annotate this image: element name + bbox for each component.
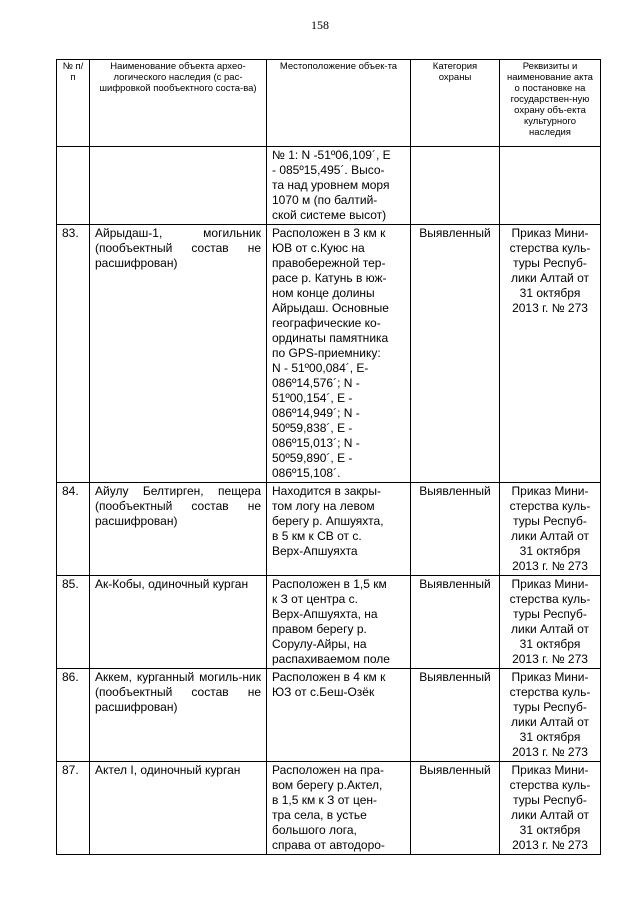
requisites-line: лики Алтай от — [511, 622, 589, 636]
location-line: № 1: N -51º06,109´, E — [272, 148, 391, 162]
location-line: 50º59,890´, E - — [272, 451, 353, 465]
heritage-registry-table — [56, 59, 601, 855]
header-name: Наименование объекта архео-логического наследия (с рас-шифровкой пообъектного соста-ва) — [90, 60, 267, 147]
cell-requisites — [500, 483, 601, 576]
location-line: та над уровнем моря — [272, 178, 390, 192]
requisites-line: стерства куль- — [509, 241, 591, 255]
table-row — [57, 483, 601, 576]
location-line: правобережной тер- — [272, 256, 386, 270]
location-line: справа от автодоро- — [272, 838, 385, 852]
location-line: том логу на левом — [272, 499, 375, 513]
cell-category: Выявленный — [411, 225, 500, 483]
cell-requisites — [500, 576, 601, 669]
location-line: ординаты памятника — [272, 331, 389, 345]
location-line: Сорулу-Айры, на — [272, 637, 367, 651]
table-row — [57, 576, 601, 669]
cell-category: Выявленный — [411, 762, 500, 855]
requisites-line: 31 октября — [519, 286, 581, 300]
location-line: в 1,5 км к З от цен- — [272, 793, 377, 807]
location-line: Расположен в 4 км к — [272, 670, 386, 684]
location-line: распахиваемом поле — [272, 652, 390, 666]
location-line: к З от центра с. — [272, 592, 358, 606]
requisites-line: лики Алтай от — [511, 715, 589, 729]
location-line: ЮВ от с.Куюс на — [272, 241, 365, 255]
cell-num: 83. — [57, 225, 90, 483]
cell-name — [90, 147, 267, 225]
requisites-line: Приказ Мини- — [511, 577, 589, 591]
cell-location — [267, 669, 411, 762]
location-line: 51º00,154´, E - — [272, 391, 353, 405]
location-line: большого лога, — [272, 823, 357, 837]
location-line: правом берегу р. — [272, 622, 367, 636]
cell-category: Выявленный — [411, 576, 500, 669]
requisites-line: лики Алтай от — [511, 529, 589, 543]
cell-requisites — [500, 147, 601, 225]
location-line: Айрыдаш. Основные — [272, 301, 389, 315]
requisites-line: 2013 г. № 273 — [512, 745, 588, 759]
cell-category: Выявленный — [411, 669, 500, 762]
cell-num: 87. — [57, 762, 90, 855]
cell-requisites — [500, 762, 601, 855]
location-line: N - 51º00,084´, E- — [272, 361, 369, 375]
requisites-line: 2013 г. № 273 — [512, 838, 588, 852]
location-line: 086º14,576´; N - — [272, 376, 360, 390]
table-row-continuation — [57, 147, 601, 225]
requisites-line: Приказ Мини- — [511, 763, 589, 777]
cell-location — [267, 762, 411, 855]
location-line: Расположен на пра- — [272, 763, 385, 777]
cell-num: 84. — [57, 483, 90, 576]
location-line: Находится в закры- — [272, 484, 381, 498]
cell-name: Айулу Белтирген, пещера (пообъектный состав не расшифрован) — [90, 483, 267, 576]
location-line: - 085º15,495´. Высо- — [272, 163, 385, 177]
requisites-line: лики Алтай от — [511, 271, 589, 285]
location-line: 1070 м (по балтий- — [272, 193, 378, 207]
cell-num: 85. — [57, 576, 90, 669]
header-requisites: Реквизиты и наименование акта о постановке на государствен-ную охрану объ-екта культурного наследия — [500, 60, 601, 147]
page-number: 158 — [311, 18, 329, 32]
table-row — [57, 669, 601, 762]
requisites-line: Приказ Мини- — [511, 670, 589, 684]
location-line: расе р. Катунь в юж- — [272, 271, 387, 285]
table-row — [57, 762, 601, 855]
requisites-line: 2013 г. № 273 — [512, 652, 588, 666]
requisites-line: 2013 г. № 273 — [512, 559, 588, 573]
header-category: Категория охраны — [411, 60, 500, 147]
location-line: 086º14,949´; N - — [272, 406, 360, 420]
cell-name: Актел I, одиночный курган — [90, 762, 267, 855]
table-header-row — [57, 60, 601, 147]
location-line: Верх-Апшуяхта, на — [272, 607, 378, 621]
cell-requisites — [500, 669, 601, 762]
requisites-line: 31 октября — [519, 544, 581, 558]
requisites-line: Приказ Мини- — [511, 226, 589, 240]
requisites-line: туры Респуб- — [513, 607, 587, 621]
requisites-line: 31 октября — [519, 730, 581, 744]
location-line: Верх-Апшуяхта — [272, 544, 358, 558]
cell-location — [267, 576, 411, 669]
location-line: в 5 км к СВ от с. — [272, 529, 362, 543]
requisites-line: 31 октября — [519, 823, 581, 837]
location-line: тра села, в устье — [272, 808, 367, 822]
table-row — [57, 225, 601, 483]
requisites-line: стерства куль- — [509, 499, 591, 513]
location-line: ном конце долины — [272, 286, 375, 300]
header-location: Местоположение объек-та — [267, 60, 411, 147]
requisites-line: туры Респуб- — [513, 793, 587, 807]
location-line: географические ко- — [272, 316, 381, 330]
cell-num — [57, 147, 90, 225]
location-line: ской системе высот) — [272, 208, 387, 222]
cell-location — [267, 483, 411, 576]
requisites-line: туры Респуб- — [513, 514, 587, 528]
location-line: 086º15,108´. — [272, 466, 341, 480]
location-line: 50º59,838´, E - — [272, 421, 353, 435]
cell-name: Аккем, курганный могиль-ник (пообъектный состав не расшифрован) — [90, 669, 267, 762]
location-line: Расположен в 3 км к — [272, 226, 386, 240]
location-line: по GPS-приемнику: — [272, 346, 381, 360]
cell-location — [267, 147, 411, 225]
requisites-line: стерства куль- — [509, 592, 591, 606]
cell-num: 86. — [57, 669, 90, 762]
cell-name: Айрыдаш-1, могильник (пообъектный состав не расшифрован) — [90, 225, 267, 483]
cell-category — [411, 147, 500, 225]
requisites-line: стерства куль- — [509, 685, 591, 699]
requisites-line: туры Респуб- — [513, 256, 587, 270]
location-line: ЮЗ от с.Беш-Озёк — [272, 685, 375, 699]
requisites-line: туры Респуб- — [513, 700, 587, 714]
location-line: вом берегу р.Актел, — [272, 778, 383, 792]
cell-location — [267, 225, 411, 483]
header-num: № п/п — [57, 60, 90, 147]
requisites-line: 31 октября — [519, 637, 581, 651]
location-line: берегу р. Апшуяхта, — [272, 514, 384, 528]
cell-requisites — [500, 225, 601, 483]
requisites-line: Приказ Мини- — [511, 484, 589, 498]
requisites-line: 2013 г. № 273 — [512, 301, 588, 315]
location-line: Расположен в 1,5 км — [272, 577, 387, 591]
requisites-line: лики Алтай от — [511, 808, 589, 822]
cell-category: Выявленный — [411, 483, 500, 576]
requisites-line: стерства куль- — [509, 778, 591, 792]
cell-name: Ак-Кобы, одиночный курган — [90, 576, 267, 669]
location-line: 086º15,013´; N - — [272, 436, 360, 450]
